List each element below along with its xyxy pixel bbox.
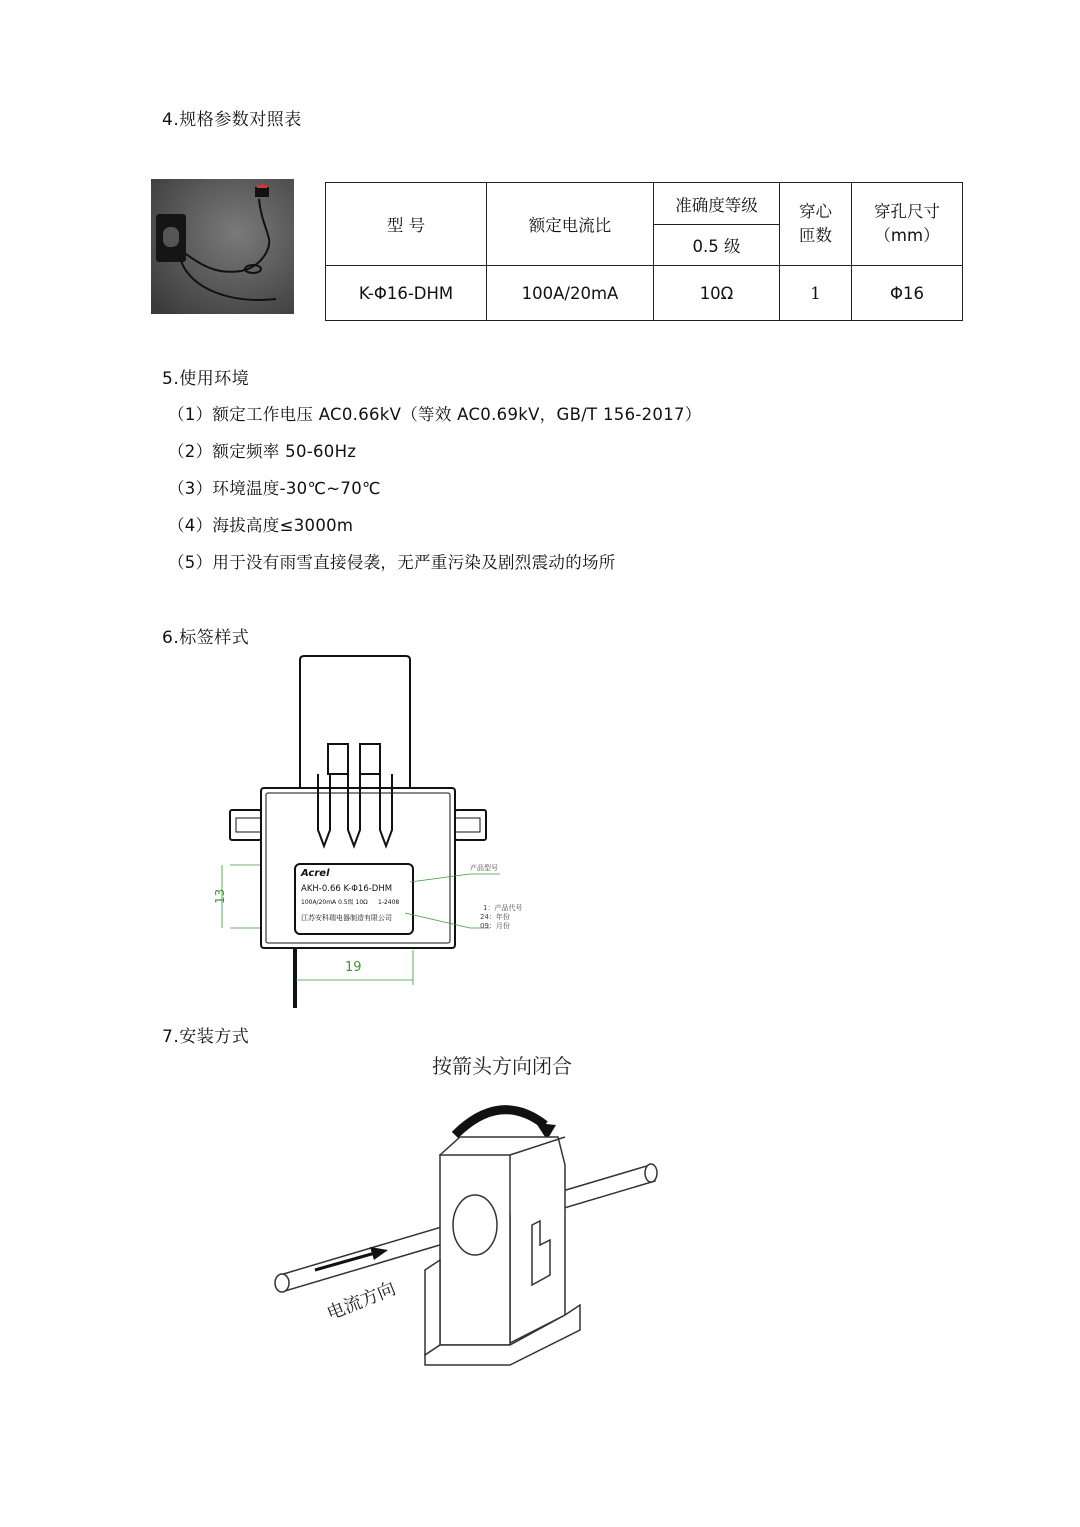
callout-month: 09：月份 bbox=[480, 922, 510, 930]
dimension-height: 13 bbox=[213, 888, 227, 904]
callout-product-model: 产品型号 bbox=[470, 864, 498, 872]
cell-model: K-Φ16-DHM bbox=[326, 266, 487, 321]
header-turns-line1: 穿心 bbox=[799, 202, 832, 221]
env-item-voltage: （1）额定工作电压 AC0.66kV（等效 AC0.69kV，GB/T 156-2017） bbox=[168, 405, 702, 424]
dimension-width: 19 bbox=[345, 960, 362, 975]
label-brand: Acrel bbox=[301, 868, 330, 879]
header-accuracy: 准确度等级 bbox=[654, 183, 780, 225]
env-item-temperature: （3）环境温度-30℃~70℃ bbox=[168, 479, 381, 498]
label-model: AKH-0.66 K-Φ16-DHM bbox=[301, 884, 393, 894]
header-accuracy-class: 0.5 级 bbox=[654, 225, 780, 266]
product-photo bbox=[151, 179, 294, 314]
header-hole bbox=[852, 183, 963, 266]
env-item-conditions: （5）用于没有雨雪直接侵袭，无严重污染及剧烈震动的场所 bbox=[168, 553, 616, 572]
header-hole-line1: 穿孔尺寸 bbox=[874, 202, 940, 221]
cell-accuracy: 10Ω bbox=[654, 266, 780, 321]
env-item-altitude: （4）海拔高度≤3000m bbox=[168, 516, 354, 535]
close-direction-caption: 按箭头方向闭合 bbox=[432, 1054, 572, 1078]
header-turns bbox=[780, 183, 852, 266]
label-maker: 江苏安科瑞电器制造有限公司 bbox=[301, 914, 392, 922]
header-turns-line2: 匝数 bbox=[799, 226, 832, 245]
callout-year: 24：年份 bbox=[480, 913, 510, 921]
spec-table bbox=[325, 182, 963, 321]
spec-section-title: 4.规格参数对照表 bbox=[162, 110, 302, 130]
cell-hole: Φ16 bbox=[852, 266, 963, 321]
label-style-drawing bbox=[200, 650, 560, 1015]
callout-product-code: 1：产品代号 bbox=[483, 904, 523, 912]
header-ratio: 额定电流比 bbox=[487, 183, 654, 266]
env-section-title: 5.使用环境 bbox=[162, 369, 250, 389]
label-code: 1-2408 bbox=[378, 899, 400, 906]
current-direction-caption: 电流方向 bbox=[324, 1278, 399, 1325]
label-section-title: 6.标签样式 bbox=[162, 628, 250, 648]
cell-turns: 1 bbox=[780, 266, 852, 321]
env-item-frequency: （2）额定频率 50-60Hz bbox=[168, 442, 357, 461]
installation-drawing bbox=[260, 1045, 680, 1375]
header-model: 型 号 bbox=[326, 183, 487, 266]
label-spec: 100A/20mA 0.5级 10Ω bbox=[301, 899, 368, 906]
cell-ratio: 100A/20mA bbox=[487, 266, 654, 321]
header-hole-line2: （mm） bbox=[874, 226, 940, 245]
install-section-title: 7.安装方式 bbox=[162, 1027, 250, 1047]
